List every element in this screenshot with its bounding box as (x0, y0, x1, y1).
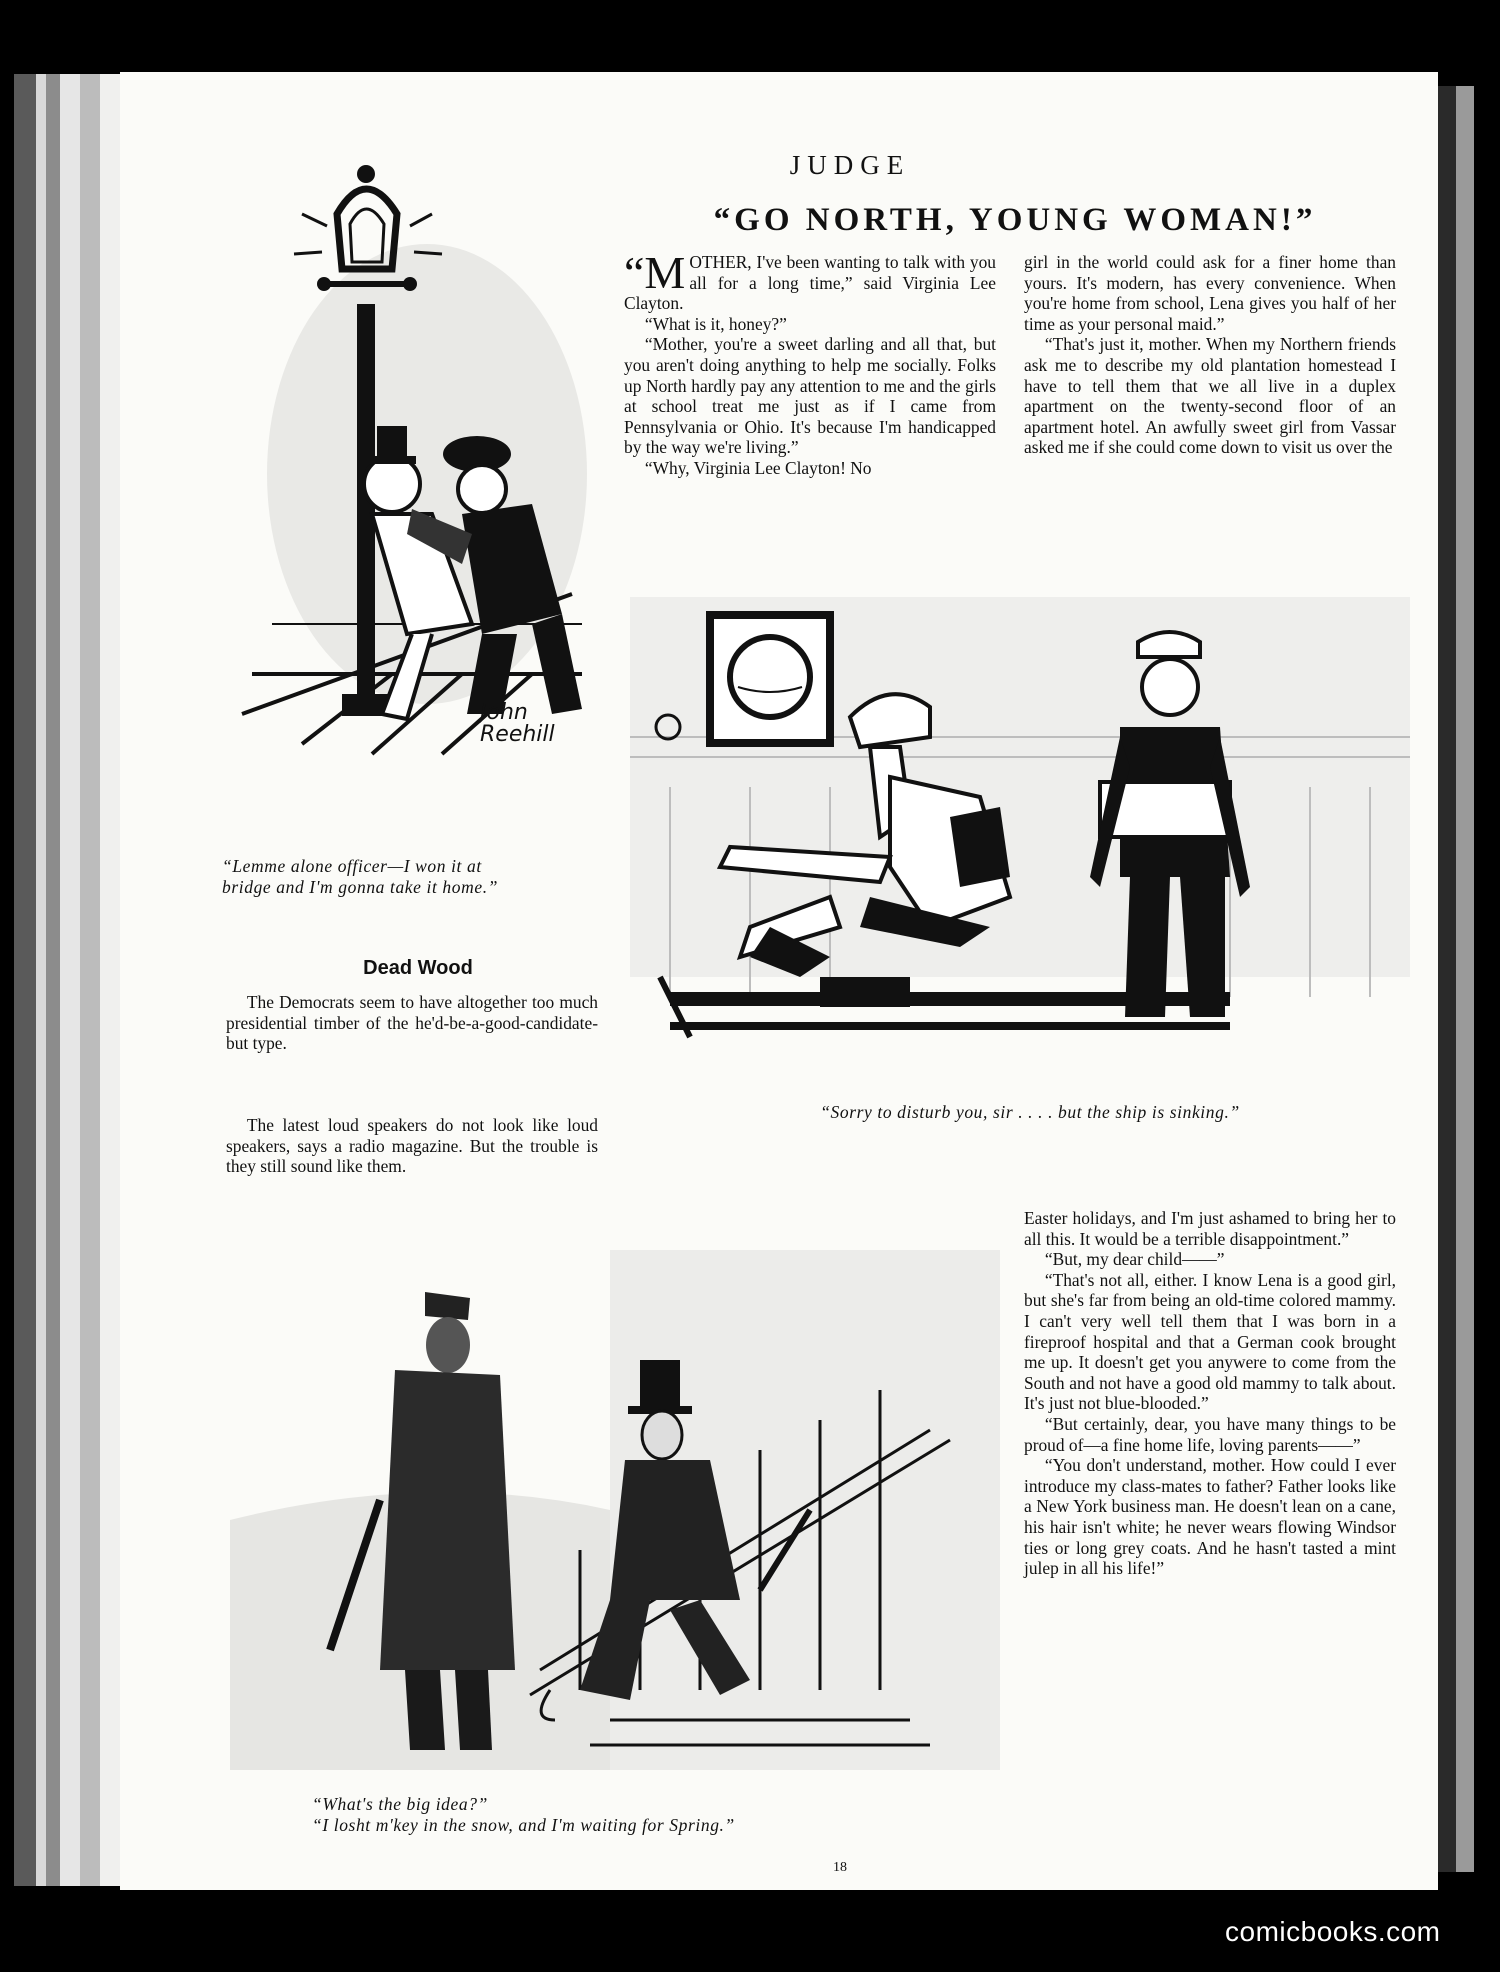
page-edge (46, 74, 60, 1886)
article-column-3 (1024, 1208, 1396, 1579)
page-number: 18 (833, 1860, 847, 1875)
drop-cap: “M (624, 247, 686, 298)
page-edge (80, 74, 100, 1886)
lamppost-caption (222, 856, 612, 898)
page-edge (14, 74, 36, 1886)
page-edge (1438, 86, 1456, 1872)
snow-caption (312, 1794, 1012, 1836)
caption-line: “I losht m'key in the snow, and I'm waiting for Spring.” (312, 1815, 735, 1835)
paragraph: “Mother, you're a sweet darling and all that, but you aren't doing anything to help me socially. Folks up North hardly pay any attention to me and the girls at school treat me just as if I came from Pennsylvania or Ohio. It's because I'm handicapped by the way we're living.” (624, 334, 996, 458)
ship-cartoon (630, 597, 1410, 1095)
paragraph: OTHER, I've been wanting to talk with you all for a long time,” said Virginia Lee Clayton. (624, 252, 996, 314)
paragraph: girl in the world could ask for a finer home than yours. It's modern, has every convenience. When you're home from school, Lena gives you half of her time as your personal maid.” (1024, 252, 1396, 334)
page-edge (1456, 86, 1474, 1872)
article-headline: “GO NORTH, YOUNG WOMAN!” (713, 202, 1317, 238)
deadwood-text: The Democrats seem to have altogether too much presidential timber of the he'd-be-a-good-candidate-but type. (226, 992, 598, 1054)
deadwood-title: Dead Wood (363, 957, 473, 979)
paragraph: “You don't understand, mother. How could I ever introduce my class-mates to father? Father looks like a New York business man. He doesn't lean on a cane, his hair isn't white; he never wears flowing Windsor ties or long grey coats. And he hasn't tasted a mint julep in all his life!” (1024, 1455, 1396, 1579)
artist-signature: John Reehill (480, 700, 555, 747)
lamppost-cartoon (232, 154, 602, 764)
article-column-1 (624, 247, 996, 479)
paragraph: Easter holidays, and I'm just ashamed to bring her to all this. It would be a terrible disappointment.” (1024, 1208, 1396, 1249)
paragraph: “Why, Virginia Lee Clayton! No (644, 457, 872, 478)
caption-line: bridge and I'm gonna take it home.” (222, 877, 499, 897)
snow-cartoon (230, 1250, 1000, 1770)
paragraph: “What is it, honey?” (644, 313, 787, 334)
caption-line: “What's the big idea?” (312, 1794, 488, 1814)
paragraph: “But certainly, dear, you have many things to be proud of—a fine home life, loving parents——” (1024, 1413, 1396, 1455)
speakers-text: The latest loud speakers do not look like loud speakers, says a radio magazine. But the trouble is they still sound like them. (226, 1115, 598, 1177)
magazine-page (120, 72, 1438, 1890)
article-column-2 (1024, 252, 1396, 458)
page-edge (36, 74, 46, 1886)
paragraph: “But, my dear child——” (1044, 1249, 1225, 1270)
paragraph: “That's just it, mother. When my Northern friends ask me to describe my old plantation homestead I have to tell them that we all live in a duplex apartment on the twenty-second floor of an apartment hotel. An awfully sweet girl from Vassar asked me if she could come down to visit us over the (1024, 334, 1396, 458)
watermark: comicbooks.com (1225, 1916, 1441, 1947)
masthead: JUDGE (789, 150, 911, 180)
page-edge (60, 74, 80, 1886)
page-edge (100, 74, 120, 1886)
caption-line: “Lemme alone officer—I won it at (222, 856, 482, 876)
paragraph: “That's not all, either. I know Lena is a good girl, but she's far from being an old-time colored mammy. I can't very well tell them that I was born in a fireproof hospital and that a German cook brought me up. It doesn't get you anywere to come from the South and not have a good old mammy to talk about. It's just not blue-blooded.” (1024, 1269, 1396, 1414)
ship-caption: “Sorry to disturb you, sir . . . . but the ship is sinking.” (820, 1102, 1240, 1122)
